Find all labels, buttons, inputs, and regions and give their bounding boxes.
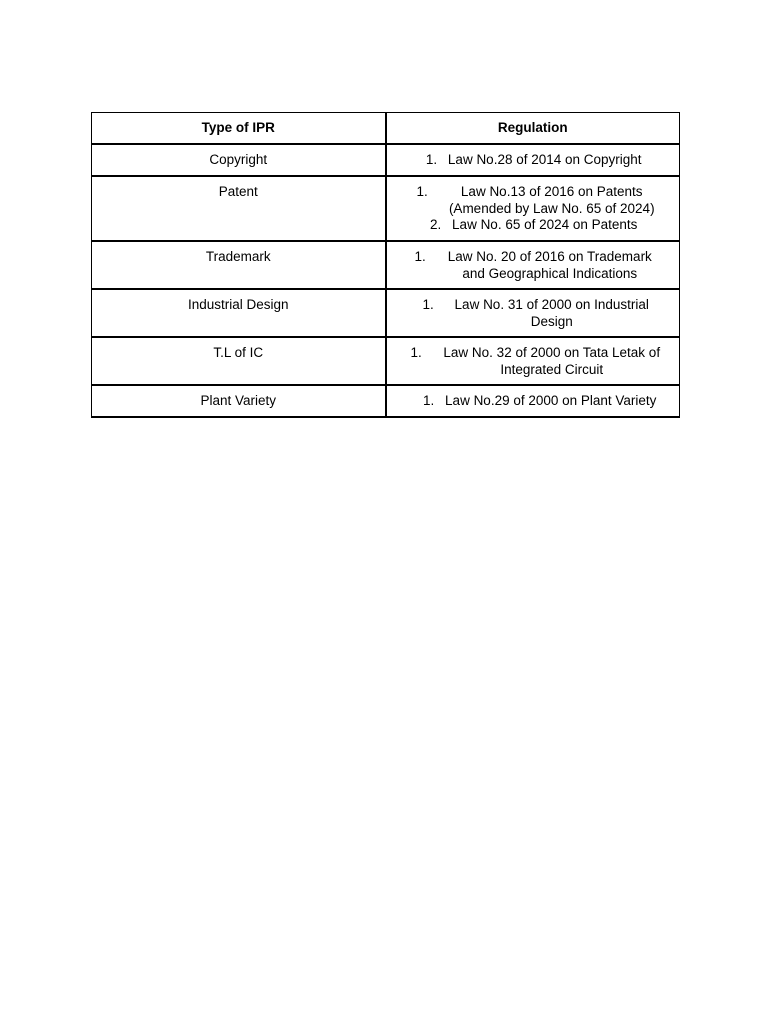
header-regulation: Regulation <box>386 113 680 145</box>
table-row <box>92 241 680 289</box>
regulation-cell <box>386 176 680 241</box>
regulation-cell <box>386 385 680 417</box>
ipr-type-cell: T.L of IC <box>92 337 386 385</box>
regulation-item <box>387 184 680 217</box>
table-header-row <box>92 113 680 145</box>
table-row <box>92 385 680 417</box>
regulation-text: Law No.29 of 2000 on Plant Variety <box>445 393 657 408</box>
regulation-list <box>387 393 680 410</box>
ipr-type-cell: Copyright <box>92 144 386 176</box>
regulation-item <box>387 249 680 282</box>
regulation-item <box>387 217 680 234</box>
regulation-number: 1. <box>425 152 438 167</box>
table-row <box>92 337 680 385</box>
regulation-list <box>387 249 680 282</box>
regulation-cell <box>386 289 680 337</box>
regulation-text: Law No. 65 of 2024 on Patents <box>452 217 638 232</box>
regulation-number: 1. <box>414 249 426 264</box>
table-row <box>92 176 680 241</box>
ipr-type-cell: Industrial Design <box>92 289 386 337</box>
regulation-cell <box>386 241 680 289</box>
regulation-number: 2. <box>430 217 442 232</box>
regulation-text: Law No. 31 of 2000 on Industrial Design <box>454 297 649 329</box>
ipr-type-cell: Trademark <box>92 241 386 289</box>
regulation-item <box>387 297 680 330</box>
regulation-list <box>387 345 680 378</box>
regulation-text: Law No. 20 of 2016 on Trademark and Geographical Indications <box>447 249 652 281</box>
regulation-number: 1. <box>410 345 422 360</box>
ipr-type-cell: Plant Variety <box>92 385 386 417</box>
table-row <box>92 289 680 337</box>
regulation-text: Law No. 32 of 2000 on Tata Letak of Integrated Circuit <box>443 345 661 377</box>
regulation-item <box>387 152 680 169</box>
regulation-item <box>387 393 680 410</box>
regulation-number: 1. <box>423 393 435 408</box>
regulation-text: Law No.13 of 2016 on Patents (Amended by Law No. 65 of 2024) <box>448 184 655 216</box>
regulation-text: Law No.28 of 2014 on Copyright <box>447 152 642 167</box>
ipr-regulation-table <box>91 112 680 418</box>
ipr-type-cell: Patent <box>92 176 386 241</box>
regulation-list <box>387 297 680 330</box>
regulation-number: 1. <box>422 297 434 312</box>
regulation-cell <box>386 337 680 385</box>
table-row <box>92 144 680 176</box>
header-type-of-ipr: Type of IPR <box>92 113 386 145</box>
regulation-number: 1. <box>416 184 428 199</box>
regulation-list <box>387 152 680 169</box>
regulation-cell <box>386 144 680 176</box>
regulation-item <box>387 345 680 378</box>
regulation-list <box>387 184 680 234</box>
